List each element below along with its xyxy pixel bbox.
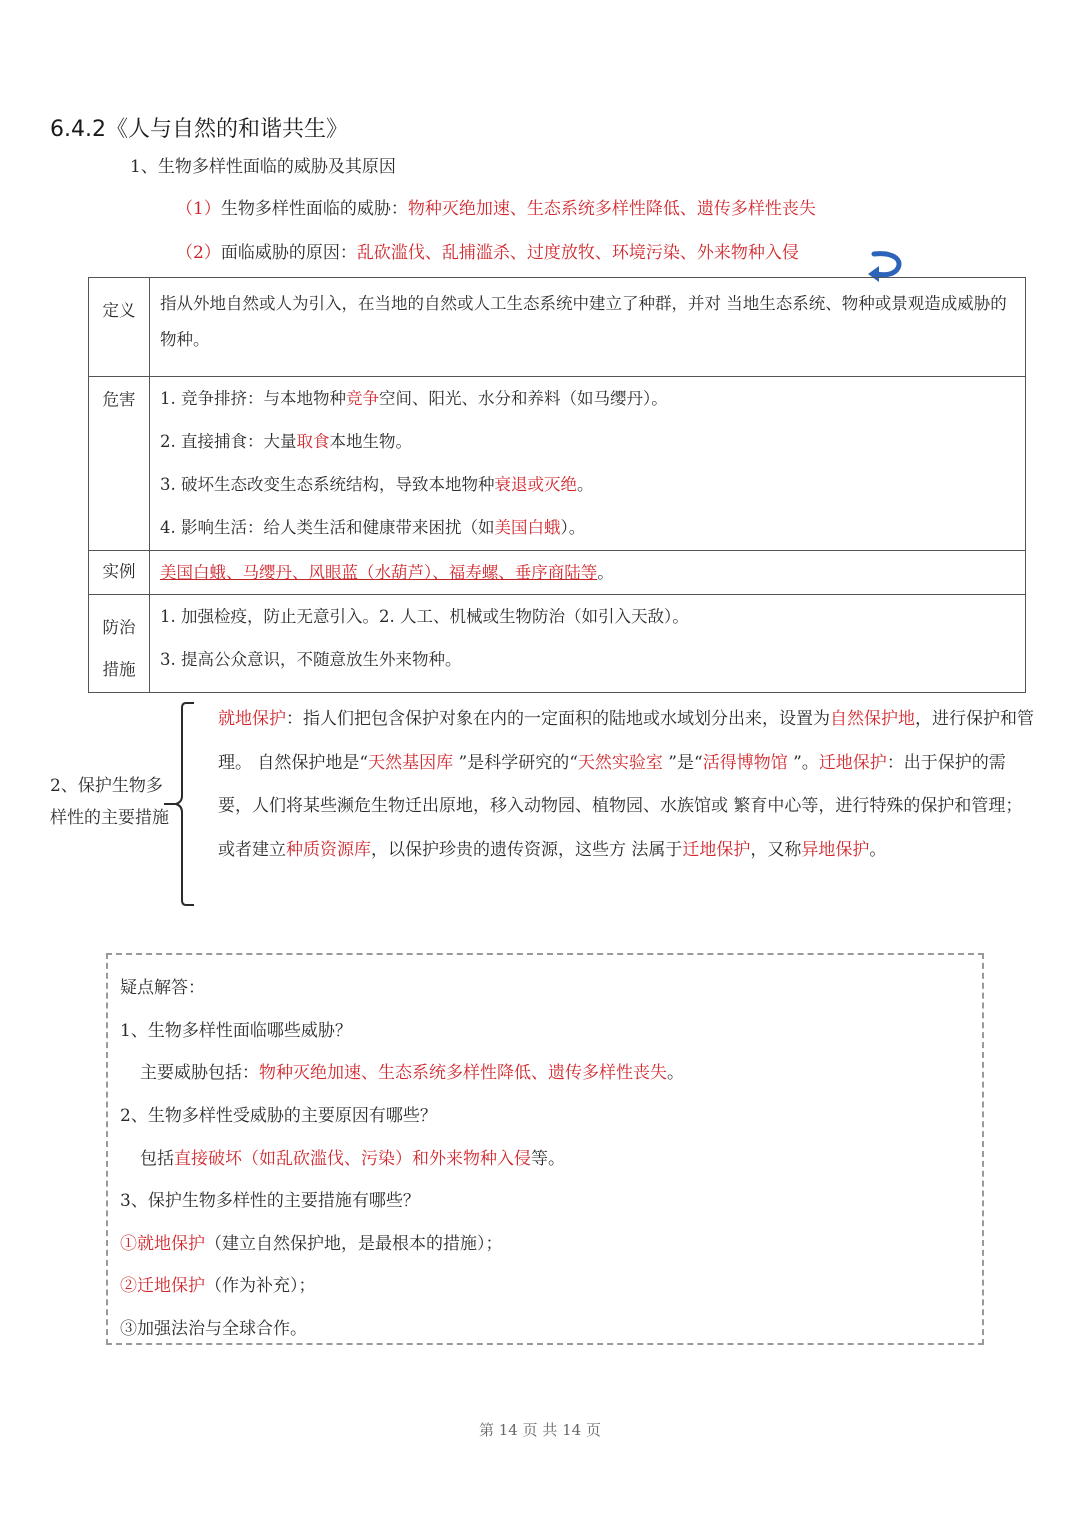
qa-question-3: 3、保护生物多样性的主要措施有哪些？ [120, 1191, 420, 1211]
definition-label: 定义 [89, 278, 150, 377]
causes-label: 面临威胁的原因： [220, 243, 357, 263]
invasive-species-table [88, 277, 1026, 693]
threats-number: （1） [176, 199, 221, 219]
prevention-label: 防治 措施 [89, 595, 150, 693]
qa-measure-2: ②迁地保护（作为补充）； [120, 1276, 316, 1296]
harm-item-3: 3. 破坏生态改变生态系统结构，导致本地物种衰退或灭绝。 [160, 475, 594, 494]
insitu-term: 就地保护 [218, 709, 286, 729]
qa-question-2: 2、生物多样性受威胁的主要原因有哪些？ [120, 1106, 437, 1126]
harm-label: 危害 [89, 377, 150, 551]
threats-value: 物种灭绝加速、生态系统多样性降低、遗传多样性丧失 [407, 199, 816, 219]
definition-text: 指从外地自然或人为引入，在当地的自然或人工生态系统中建立了种群，并对 当地生态系统、物种或景观造成威胁的物种。 [160, 294, 1007, 349]
table-row-examples [89, 551, 1026, 595]
qa-box [106, 953, 984, 1345]
table-row-definition [89, 278, 1026, 377]
threats-line [176, 194, 816, 219]
qa-answer-2: 包括直接破坏（如乱砍滥伐、污染）和外来物种入侵等。 [140, 1149, 565, 1169]
prevention-item-1: 1. 加强检疫，防止无意引入。2. 人工、机械或生物防治（如引入天敌）。 [160, 607, 689, 626]
qa-answer-1: 主要威胁包括：物种灭绝加速、生态系统多样性降低、遗传多样性丧失。 [140, 1063, 684, 1083]
qa-title: 疑点解答： [120, 978, 205, 998]
exsitu-term: 迁地保护 [818, 752, 887, 773]
examples-text: 美国白蛾、马缨丹、风眼蓝（水葫芦）、福寿螺、垂序商陆等。 [160, 563, 614, 582]
qa-measure-3: ③加强法治与全球合作。 [120, 1319, 307, 1339]
qa-measure-1: ①就地保护（建立自然保护地，是最根本的措施）； [120, 1234, 503, 1254]
harm-item-1: 1. 竞争排挤：与本地物种竞争空间、阳光、水分和养料（如马缨丹）。 [160, 389, 668, 408]
causes-value: 乱砍滥伐、乱捕滥杀、过度放牧、环境污染、外来物种入侵 [356, 243, 799, 263]
causes-number: （2） [176, 243, 221, 263]
page-footer: 第 14 页 共 14 页 [478, 1421, 601, 1439]
table-row-prevention [89, 595, 1026, 693]
left-brace-icon [160, 700, 200, 910]
qa-question-1: 1、生物多样性面临哪些威胁？ [120, 1021, 352, 1041]
causes-line [176, 238, 799, 263]
measures-text: 就地保护：指人们把包含保护对象在内的一定面积的陆地或水域划分出来，设置为自然保护地，进行保护和管理。 自然保护地是“天然基因库 ”是科学研究的“天然实验室 ”是“活得博物馆 ”。迁地保护：出于保护的需要，人们将某些濒危生物迁出原地，移入动物园、植物园、水族馆或 繁育中心等，进行特殊的保护和管理；或者建立种质资源库，以保护珍贵的遗传资源，这些方 法属于迁地保护，又称异地保护。 [218, 709, 1034, 860]
examples-label: 实例 [89, 551, 150, 595]
harm-item-4: 4. 影响生活：给人类生活和健康带来困扰（如美国白蛾）。 [160, 518, 586, 537]
prevention-item-2: 3. 提高公众意识，不随意放生外来物种。 [160, 650, 462, 669]
section-title: 6.4.2《人与自然的和谐共生》 [50, 117, 348, 142]
harm-item-2: 2. 直接捕食：大量取食本地生物。 [160, 432, 412, 451]
measures-label: 2、保护生物多样性的主要措施 [50, 776, 169, 828]
threats-label: 生物多样性面临的威胁： [220, 199, 408, 219]
table-row-harm [89, 377, 1026, 551]
subheading-threats: 1、生物多样性面临的威胁及其原因 [130, 157, 396, 177]
